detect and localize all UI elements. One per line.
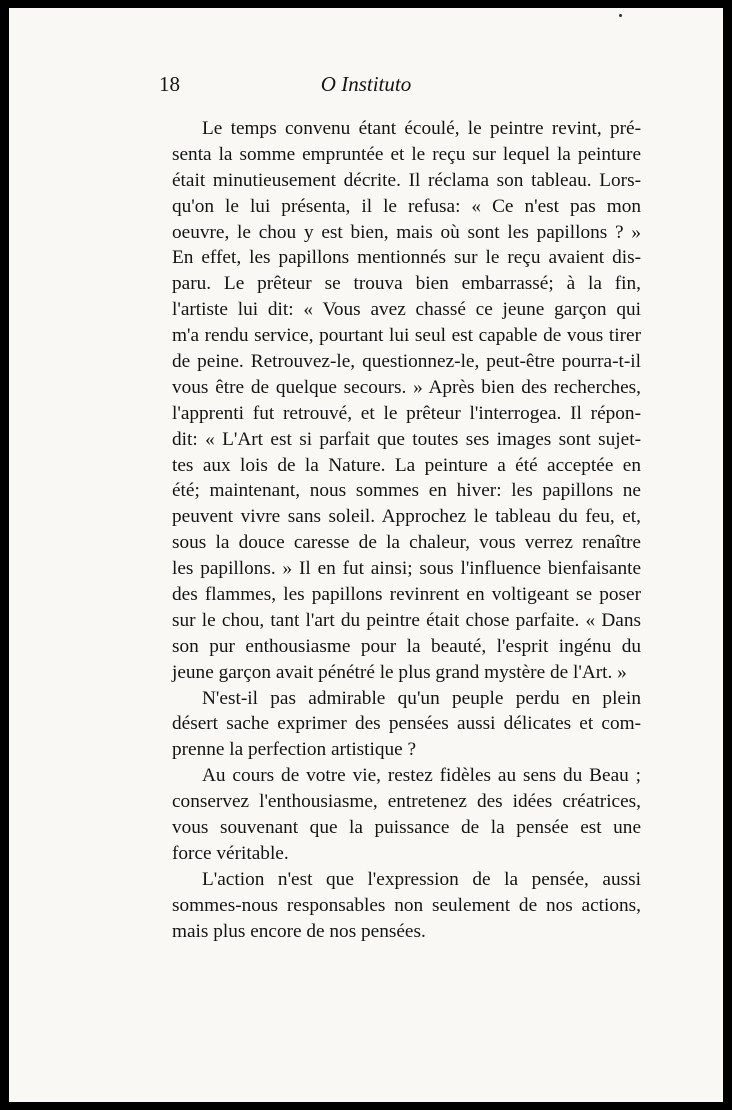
text-line: été; maintenant, nous sommes en hiver: les papillons ne xyxy=(172,480,641,502)
page-number: 18 xyxy=(159,72,180,96)
text-line: l'apprenti fut retrouvé, et le prêteur l'interrogea. Il répon- xyxy=(172,402,641,424)
paragraph xyxy=(172,686,641,764)
book-page xyxy=(9,8,723,1102)
ink-speck xyxy=(619,14,622,17)
text-line: En effet, les papillons mentionnés sur le reçu avaient dis- xyxy=(172,247,641,269)
text-line: peuvent vivre sans soleil. Approchez le tableau du feu, et, xyxy=(172,506,641,528)
text-line: dit: « L'Art est si parfait que toutes ses images sont sujet- xyxy=(172,428,641,450)
text-line: oeuvre, le chou y est bien, mais où sont les papillons ? » xyxy=(172,221,641,243)
text-line: conservez l'enthousiasme, entretenez des idées créatrices, xyxy=(172,791,641,813)
text-line: désert sache exprimer des pensées aussi délicates et com- xyxy=(172,713,641,735)
page-header xyxy=(9,72,723,102)
running-title: O Instituto xyxy=(320,72,412,96)
text-line: tes aux lois de la Nature. La peinture a été acceptée en xyxy=(172,454,641,476)
text-line: paru. Le prêteur se trouva bien embarrassé; à la fin, xyxy=(172,273,641,295)
paragraph xyxy=(172,763,641,867)
text-line: était minutieusement décrite. Il réclama son tableau. Lors- xyxy=(172,169,641,191)
paragraph xyxy=(172,116,641,686)
text-line: de peine. Retrouvez-le, questionnez-le, peut-être pourra-t-il xyxy=(172,351,641,373)
text-line: Le temps convenu étant écoulé, le peintre revint, pré- xyxy=(202,118,641,139)
text-line: sommes-nous responsables non seulement de nos actions, xyxy=(172,894,641,916)
text-line: N'est-il pas admirable qu'un peuple perdu en plein xyxy=(202,687,641,709)
text-line: vous souvenant que la puissance de la pensée est une xyxy=(172,817,641,839)
text-line: L'action n'est que l'expression de la pensée, aussi xyxy=(202,868,641,890)
text-line: les papillons. » Il en fut ainsi; sous l'influence bienfaisante xyxy=(172,558,641,580)
text-line: vous être de quelque secours. » Après bien des recherches, xyxy=(172,376,641,398)
text-line: son pur enthousiasme pour la beauté, l'esprit ingénu du xyxy=(172,635,641,657)
text-line: senta la somme empruntée et le reçu sur lequel la peinture xyxy=(172,143,641,165)
text-line: mais plus encore de nos pensées. xyxy=(172,920,426,942)
text-line: sous la douce caresse de la chaleur, vous verrez renaître xyxy=(172,532,641,554)
text-line: m'a rendu service, pourtant lui seul est capable de vous tirer xyxy=(172,325,641,347)
text-line: des flammes, les papillons revinrent en voltigeant se poser xyxy=(172,584,641,606)
paragraph xyxy=(172,867,641,945)
body-text xyxy=(172,116,641,945)
text-line: Au cours de votre vie, restez fidèles au sens du Beau ; xyxy=(202,765,641,787)
text-line: jeune garçon avait pénétré le plus grand mystère de l'Art. » xyxy=(172,661,627,683)
text-line: force véritable. xyxy=(172,842,289,864)
text-line: l'artiste lui dit: « Vous avez chassé ce jeune garçon qui xyxy=(172,299,641,321)
text-line: sur le chou, tant l'art du peintre était chose parfaite. « Dans xyxy=(172,609,641,631)
text-line: qu'on le lui présenta, il le refusa: « Ce n'est pas mon xyxy=(172,195,641,217)
text-line: prenne la perfection artistique ? xyxy=(172,739,417,761)
